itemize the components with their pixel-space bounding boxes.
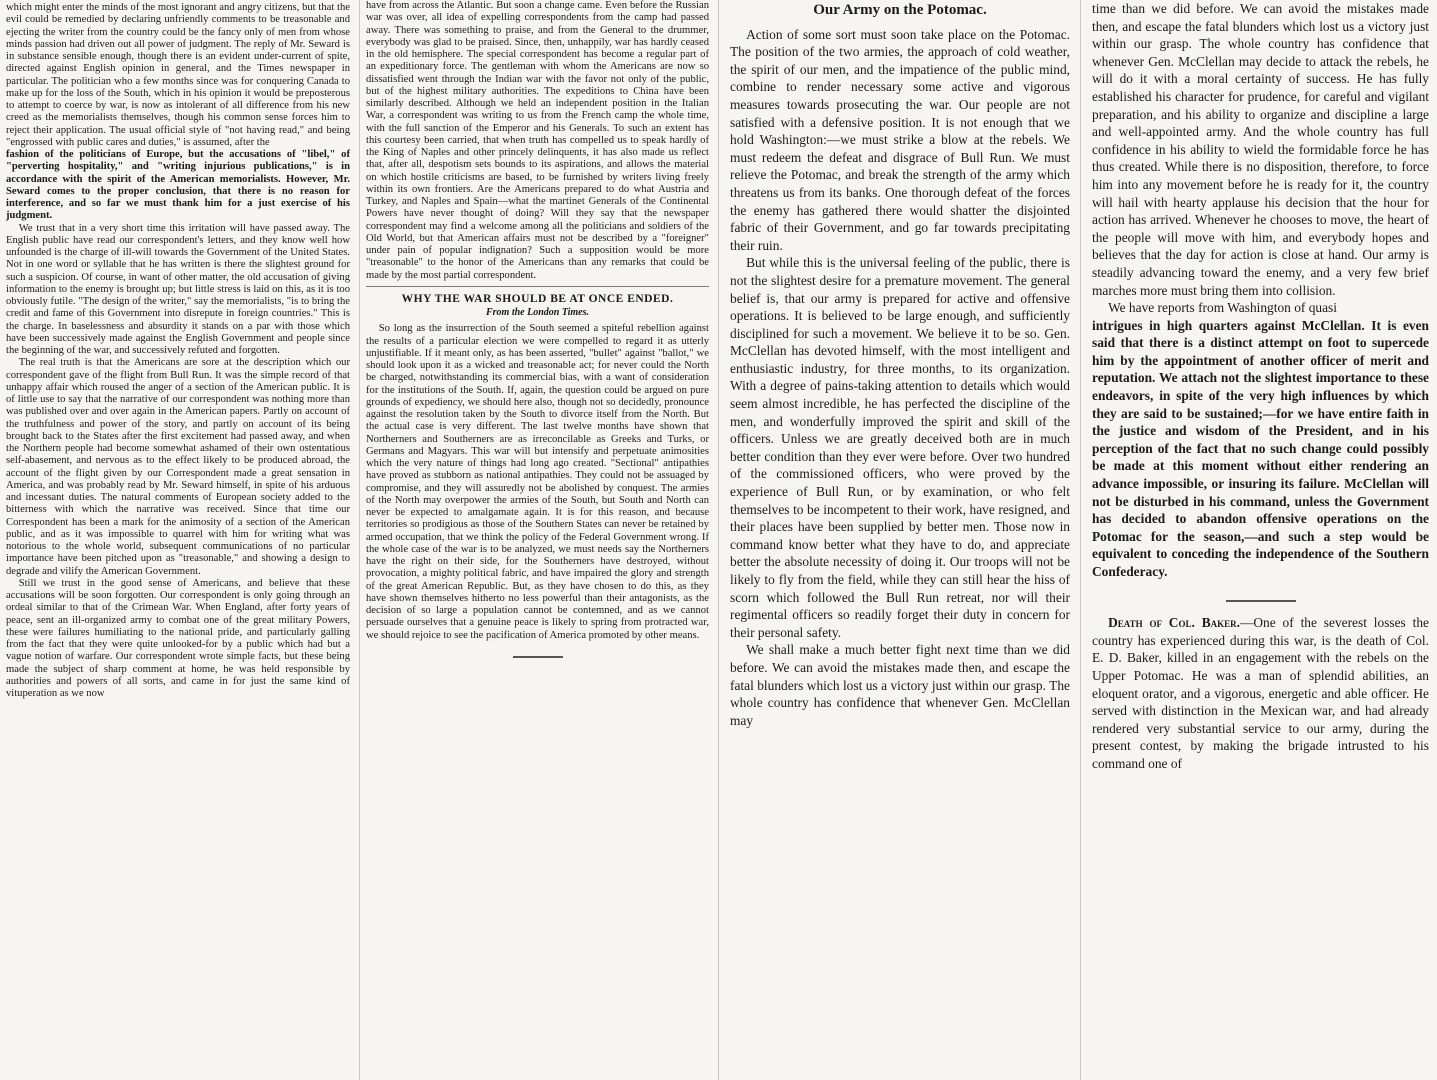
col4-paragraph-2: We have reports from Washington of quasi xyxy=(1108,300,1337,316)
col4-paragraph-3: intrigues in high quarters against McClellan. It is even said that there is a distinct attempt on foot to supercede him by the appointment of another officer of merit and reputation. We attach not the slightest importance to these endeavors, in spite of the very high influences by which they are said to be sustained;—for we have entire faith in the justice and wisdom of the President, and in his perception of the fact that no such change could possibly be made at this moment without either rendering an advance impossible, or insuring its failure. McClellan will not be disturbed in his command, unless the Government has decided to abandon offensive operations on the Potomac for the season,—and such a step would be equivalent to conceding the independence of the Southern Confederacy. xyxy=(1092,317,1429,579)
article-source-line: From the London Times. xyxy=(486,307,589,318)
col1-paragraph-3: We trust that in a very short time this irritation will have passed away. The English public have read our correspondent's letters, and they know well how unfounded is the charge of ill-will towards the Government of the United States. Not in one word or syllable that he has written is there the slightest ground for such a suspicion. Of course, in want of other matter, the old accusation of giving information to the enemy is brought up; but little stress is laid on this, as it is too obviously futile. "The design of the writer," say the memorialists, "is to bring the credit and fame of this Government into disrepute in foreign countries." This is the charge. In baselessness and absurdity it stands on a par with those which have been successively made against the English Government and people since the beginning of the war, and successively refuted and forgotten. xyxy=(6,222,350,356)
column-4 xyxy=(1082,0,1437,1080)
col3-paragraph-2: But while this is the universal feeling of the public, there is not the slightest desire for a premature movement. The general belief is, that our army is prepared for active and offensive operations. It is believed to be large enough, and sufficiently disciplined for such a movement. We believe it to be so. Gen. McClellan has devoted himself, with the most intelligent and enthusiastic industry, for three months, to its organization. With a degree of pains-taking attention to details which would seem almost incredible, he has perfected the discipline of the men, and wonderfully improved the spirit and skill of the officers. Unless we are greatly deceived both are in much better condition than they ever were before. Over two hundred of the commissioned officers, who were proved by the experience of Bull Run, or by examination, or who felt themselves to be incompetent to their work, have resigned, and their places have been supplied by better men. Those now in command know better what they have to do, and appreciate better the absolute necessity of doing it. Our troops will not be likely to fly from the field, while they can still hear the hiss of scorn which followed the Bull Run retreat, nor will their regimental officers so readily forget their duty in concern for their personal safety. xyxy=(730,255,1070,640)
col4-paragraph-4 xyxy=(1092,614,1429,772)
col1-paragraph-1: which might enter the minds of the most ignorant and angry citizens, but that the evil could be remedied by declaring unfriendly comments to be treasonable and ejecting the writer from the country could be the fancy only of men from whose minds passion had driven out all power of judgment. The reply of Mr. Seward is in substance sensible enough, though there is an evident under-current of spite, directed against English opinion in general, and the Times newspaper in particular. The politician who a few months since was for conquering Canada to make up for the loss of the South, which in his opinion it would be preposterous to attempt to coerce by war, is now as intolerant of all difference from his new creed as the memorialists themselves, though his common sense forces him to reject their application. The usual official style of "not having read," and being "engrossed with public cares and duties," is assumed, after the xyxy=(6,2,350,148)
baker-text: —One of the severest losses the country has experienced during this war, is the death of Col. E. D. Baker, killed in an engagement with the rebels on the Upper Potomac. He was a man of splendid abilities, an eloquent orator, and a vigorous, energetic and able officer. He served with distinction in the Mexican war, and had already rendered very substantial service to our army, during the present contest, by making the brigade intrusted to his command one of xyxy=(1092,615,1429,771)
article-heading-war: WHY THE WAR SHOULD BE AT ONCE ENDED. xyxy=(401,292,674,305)
col3-paragraph-1: Action of some sort must soon take place on the Potomac. The position of the two armies, the approach of cold weather, the spirit of our men, and the impatience of the public mind, combine to render necessary some active and vigorous measures towards prosecuting the war. Our people are not satisfied with a defensive position. It is not enough that we hold Washington:—we must strike a blow at the rebels. We must redeem the defeat and disgrace of Bull Run. We must relieve the Potomac, and break the strength of the army which threatens us from its banks. One thorough defeat of the forces the enemy has gathered there would shatter the disjointed fabric of their Government, and go far towards precipitating their ruin. xyxy=(730,26,1070,253)
col2-paragraph-2: So long as the insurrection of the South seemed a spiteful rebellion against the results of a particular election we were compelled to regard it as utterly unjustifiable. If it meant only, as has been asserted, "bullet" against "ballot," we should look upon it as a wicked and treasonable act; for never could the North be charged, notwithstanding its commercial bias, with a want of consideration for the institutions of the South. If, again, the question could be argued on pure grounds of expediency, we should here also, though not so decidedly, pronounce against the resolution taken by the South to divorce itself from the North. But the actual case is very different. The last twelve months have shown that Northerners and Southerners are as irreconcilable as Greeks and Turks, or Germans and Magyars. This war will but intensify and perpetuate animosities which the very nature of things had long ago created. "Sectional" antipathies have proved as stubborn as national antipathies. They could not be assuaged by compromise, and they will assuredly not be abolished by conquest. The armies of the North may overpower the armies of the South, but South and North can never be expected to amalgamate again. It is for this reason, and because territories so prodigious as those of the Southern States can never be retained by armed occupation, that we think the policy of the Federal Government wrong. If the whole case of the war is to be analyzed, we must needs say the Northerners have the right on their side, for the Southerners have destroyed, without provocation, a mighty political fabric, and have impaired the glory and strength of the great American Republic. But, as they have chosen to do this, as they have shown themselves hitherto no less powerful than their antagonists, as the decision of so large a population cannot be contemned, and as we cannot persuade ourselves that a genuine peace is likely to spring from protracted war, we should rejoice to see the pacification of America promoted by other means. xyxy=(366,323,709,641)
col3-paragraph-3: We shall make a much better fight next time than we did before. We can avoid the mistakes made then, and escape the fatal blunders which lost us a victory just within our grasp. The whole country has confidence that whenever Gen. McClellan may xyxy=(730,642,1070,728)
col1-paragraph-4: The real truth is that the Americans are sore at the description which our correspondent gave of the flight from Bull Run. It was the simple record of that unhappy affair which roused the anger of a section of the American public. It is of little use to say that the narrative of our correspondent was nothing more than was published over and over again in the American papers. Partly on account of the truthfulness and power of the story, and partly on account of its being brought back to the States after the first excitement had passed away, and when the Northern people had become somewhat ashamed of their own ostentatious self-abasement, and nervous as to the effect likely to be produced abroad, the account of the flight given by our Correspondent made a great sensation in America, and was probably read by Mr. Seward himself, in spite of his arduous and incessant duties. The natural comments of European society added to the bitterness with which the narrative was received. Since that time our Correspondent has been a mark for the animosity of a section of the American public, and as it was impossible to quarrel with him for writing what was notorious to the whole world, subsequent communications of no particular importance have been pitched upon as "treasonable," and showing a design to degrade and vilify the American Government. xyxy=(6,357,350,577)
col1-paragraph-2: fashion of the politicians of Europe, but the accusations of "libel," of "perverting hospitality," and "writing injurious publications," is in accordance with the spirit of the American memorialists. However, Mr. Seward comes to the proper conclusion, that there is no reason for interference, and so far we must thank him for a just exercise of his judgment. xyxy=(6,149,350,222)
column-1 xyxy=(0,0,358,1080)
end-dash xyxy=(366,650,709,662)
col1-paragraph-5: Still we trust in the good sense of Americans, and believe that these accusations will be soon forgotten. Our correspondent is only going through an ordeal similar to that of the Crimean War. When England, after forty years of peace, sent an ill-organized army to combat one of the great military Powers, these were failures humiliating to the national pride, and particularly galling from the fact that they were quite unlooked-for by a public which had but a vague notion of warfare. Our correspondent wrote simple facts, but these being made the subject of sharp comment at home, he was held responsible by authorities and powers of all sorts, and came in for just the same kind of vituperation as we now xyxy=(6,577,350,699)
article-heading-army: Our Army on the Potomac. xyxy=(813,2,987,18)
col2-paragraph-1: have from across the Atlantic. But soon a change came. Even before the Russian war was over, all idea of expelling correspondents from the camp had passed away. There was something to praise, and from the General to the drummer, everybody was glad to be praised. Since, then, unhappily, war has hardly ceased in the old hemisphere. The special correspondent has become a regular part of an expeditionary force. The gentleman with whom the Americans are now so dissatisfied went through the Indian war with the favor not only of the public, but of the highest military authorities. The expeditions to China have been similarly described. Although we held an independent position in the Italian War, a correspondent was writing to us from the French camp the whole time, with the full sanction of the Emperor and his Generals. To such an extent has this courtesy been carried, that when truth has compelled us to speak hardly of the King of Naples and other princely delinquents, it has also made us reflect that, after all, despotism sets bounds to its aspirations, and allows the material on which hostile criticisms are based, to be furnished by writers living freely within its own frontiers. Are the Americans prepared to do what Austria and Turkey, and Naples and Spain—what the martinet Generals of the Continental Powers have never thought of doing? Will they say that the newspaper correspondent may find a welcome among all the politicians and soldiers of the Old World, but that American affairs must not be described by a "foreigner" under pain of popular indignation? Such a supposition would be more "treasonable" to the honor of the Americans than any remarks that could be made by the most partial correspondent. xyxy=(366,0,709,281)
column-divider-3 xyxy=(1080,0,1081,1080)
col4-paragraph-1: time than we did before. We can avoid the mistakes made then, and escape the fatal blunders which lost us a victory just within our grasp. The whole country has confidence that whenever Gen. McClellan may decide to attack the rebels, he will do it with a moral certainty of success. He has fully established his character for prudence, for careful and vigilant preparation, and his ability to organize and discipline a large and well-appointed army. And the whole country has full confidence in his ability to wield the formidable force he has thus created. While there is no disposition, therefore, to force him into any movement before he is ready for it, the country will hail with hearty applause his decision that the hour for action has arrived. Whenever he chooses to move, the heart of the people will move with him, and everybody hopes and believes that the day for action is close at hand. Our army is steadily advancing toward the enemy, and a very few brief marches more must bring them into collision. xyxy=(1092,1,1429,298)
column-2 xyxy=(360,0,717,1080)
baker-lead: Death of Col. Baker. xyxy=(1108,615,1240,631)
column-divider-2 xyxy=(718,0,719,1080)
col4-bold-clipping xyxy=(1092,317,1429,581)
section-rule xyxy=(366,286,709,287)
section-dash xyxy=(1092,589,1429,607)
column-3 xyxy=(720,0,1078,1080)
